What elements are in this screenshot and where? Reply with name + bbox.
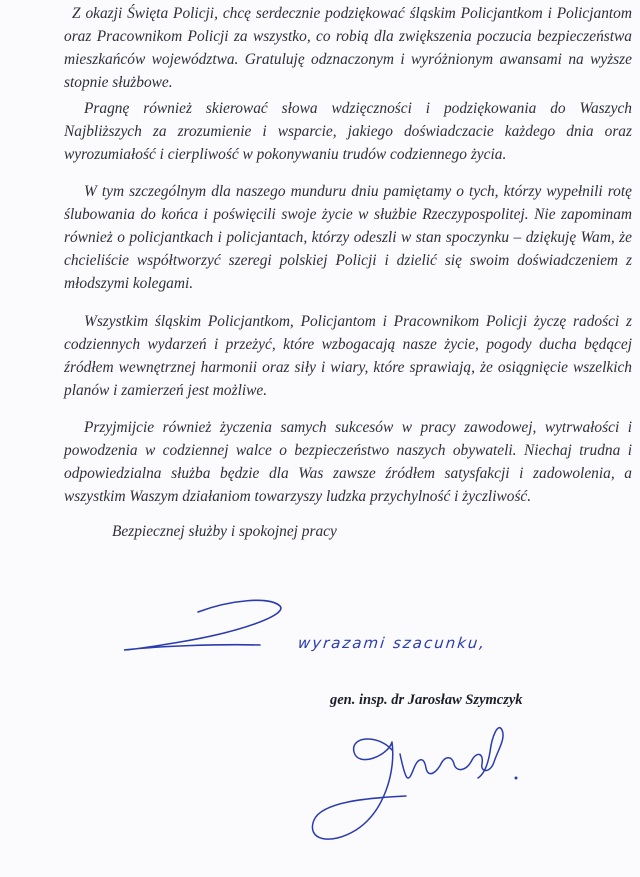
paragraph-2: Pragnę również skierować słowa wdzięczności i podziękowania do Waszych Najbliższych za zrozumienie i wsparcie, jakiego doświadczacie każdego dnia oraz wyrozumiałość i cierpliwość w pokonywaniu trudów codziennego życia. — [64, 100, 632, 163]
paragraph-5: Przyjmijcie również życzenia samych sukcesów w pracy zawodowej, wytrwałości i powodzenia w codziennej walce o bezpieczeństwo naszych obywateli. Niechaj trudna i odpowiedzialna służba będzie dla Was zawsze źródłem satysfakcji i zadowolenia, a wszystkim Waszym działaniom towarzyszy ludzka przychylność i życzliwość. — [64, 419, 632, 505]
paragraph-4: Wszystkim śląskim Policjantkom, Policjantom i Pracownikom Policji życzę radości z codziennych wydarzeń i przeżyć, które wzbogacają nasze życie, pogody ducha będącej źródłem wewnętrznej harmonii oraz siły i wiary, które sprawiają, że osiągnięcie wszelkich planów i zamierzeń jest możliwe. — [64, 313, 632, 399]
handwritten-z-flourish — [120, 598, 300, 658]
closing-line: Bezpiecznej służby i spokojnej pracy — [112, 523, 337, 540]
paragraph-1: Z okazji Święta Policji, chcę serdecznie podziękować śląskim Policjantkom i Policjantom oraz Pracownikom Policji za wszystko, co robią dla zwiększenia poczucia bezpieczeństwa mieszkańców województwa. Gratuluję odznaczonym i wyróżnionym awansami na wyższe stopnie służbowe. — [64, 5, 632, 91]
handwritten-greeting: wyrazami szacunku, — [297, 634, 488, 652]
signature — [296, 712, 536, 862]
paragraph-3: W tym szczególnym dla naszego munduru dniu pamiętamy o tych, którzy wypełnili rotę ślubowania do końca i poświęcili swoje życie w służbie Rzeczypospolitej. Nie zapominam również o policjantkach i policjantach, którzy odeszli w stan spoczynku – dziękuję Wam, że chcieliście współtworzyć szeregi polskiej Policji i dzielić się swoim doświadczeniem z młodszymi kolegami. — [64, 183, 632, 292]
signer-name: gen. insp. dr Jarosław Szymczyk — [330, 692, 523, 708]
